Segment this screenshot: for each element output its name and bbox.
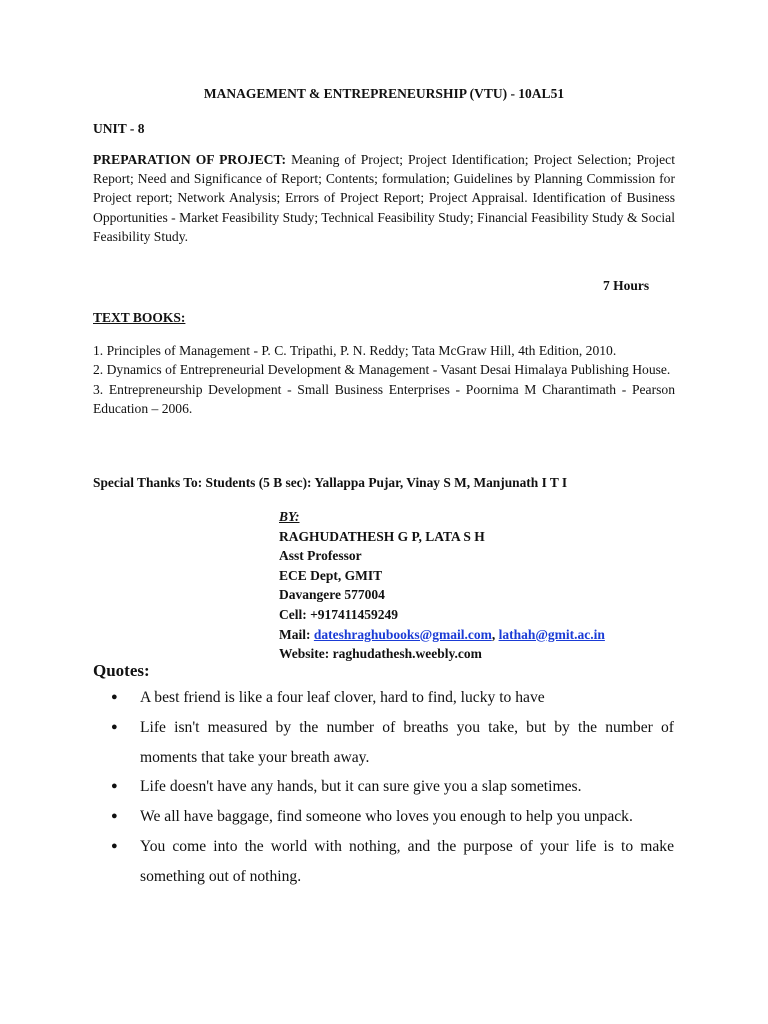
author-mail	[279, 625, 605, 645]
mail-label: Mail:	[279, 626, 314, 642]
email-link-2[interactable]: lathah@gmit.ac.in	[498, 626, 605, 642]
quote-item	[111, 832, 674, 892]
quote-text: We all have baggage, find someone who loves you enough to help you unpack.	[140, 808, 633, 826]
syllabus-lead: PREPARATION OF PROJECT:	[93, 152, 287, 167]
textbooks-list	[93, 341, 675, 419]
quote-text: You come into the world with nothing, and the purpose of your life is to make something out of nothing.	[140, 837, 674, 885]
quote-item	[111, 713, 674, 773]
quote-item	[111, 683, 674, 713]
author-block	[279, 507, 605, 664]
textbooks-heading: TEXT BOOKS:	[93, 310, 186, 325]
special-thanks: Special Thanks To: Students (5 B sec): Yallappa Pujar, Vinay S M, Manjunath I T I	[93, 475, 568, 490]
author-role: Asst Professor	[279, 548, 362, 564]
bullet-icon: ●	[111, 720, 118, 733]
syllabus-paragraph	[93, 150, 675, 246]
unit-label: UNIT - 8	[93, 121, 145, 136]
hours-label: 7 Hours	[603, 278, 650, 293]
bullet-icon: ●	[111, 810, 118, 823]
bullet-icon: ●	[111, 691, 118, 703]
bullet-icon: ●	[111, 839, 118, 852]
quotes-list	[111, 683, 674, 892]
author-city: Davangere 577004	[279, 587, 385, 603]
quote-item	[111, 772, 674, 802]
quotes-heading: Quotes:	[93, 661, 150, 680]
syllabus-text: Meaning of Project; Project Identification; Project Selection; Project Report; Need and Significance of Report; Contents; formulation; Guidelines by Planning Commission for Project report; Network Analysis; Errors of Project Report; Project Appraisal. Identification of Business Opportunities - Market Feasibility Study; Technical Feasibility Study; Financial Feasibility Study & Social Feasibility Study.	[93, 152, 675, 244]
quote-text: A best friend is like a four leaf clover, hard to find, lucky to have	[140, 689, 545, 706]
quote-text: Life isn't measured by the number of breaths you take, but by the number of moments that take your breath away.	[140, 718, 674, 766]
quote-text: Life doesn't have any hands, but it can sure give you a slap sometimes.	[140, 778, 582, 796]
textbook-item: 2. Dynamics of Entrepreneurial Development & Management - Vasant Desai Himalaya Publishing House.	[93, 362, 671, 378]
document-title: MANAGEMENT & ENTREPRENEURSHIP (VTU) - 10AL51	[203, 86, 565, 101]
author-names: RAGHUDATHESH G P, LATA S H	[279, 528, 485, 544]
textbook-item: 3. Entrepreneurship Development - Small Business Enterprises - Poornima M Charantimath - Pearson Education – 2006.	[93, 381, 675, 417]
quote-item	[111, 802, 674, 832]
email-separator: ,	[491, 626, 499, 642]
email-link-1[interactable]: dateshraghubooks@gmail.com	[313, 626, 492, 642]
author-website: Website: raghudathesh.weebly.com	[279, 646, 482, 662]
bullet-icon: ●	[111, 780, 118, 793]
author-dept: ECE Dept, GMIT	[279, 567, 383, 583]
by-label: BY:	[279, 509, 300, 524]
author-cell: Cell: +917411459249	[279, 606, 399, 622]
textbook-item: 1. Principles of Management - P. C. Tripathi, P. N. Reddy; Tata McGraw Hill, 4th Edition, 2010.	[93, 343, 617, 358]
